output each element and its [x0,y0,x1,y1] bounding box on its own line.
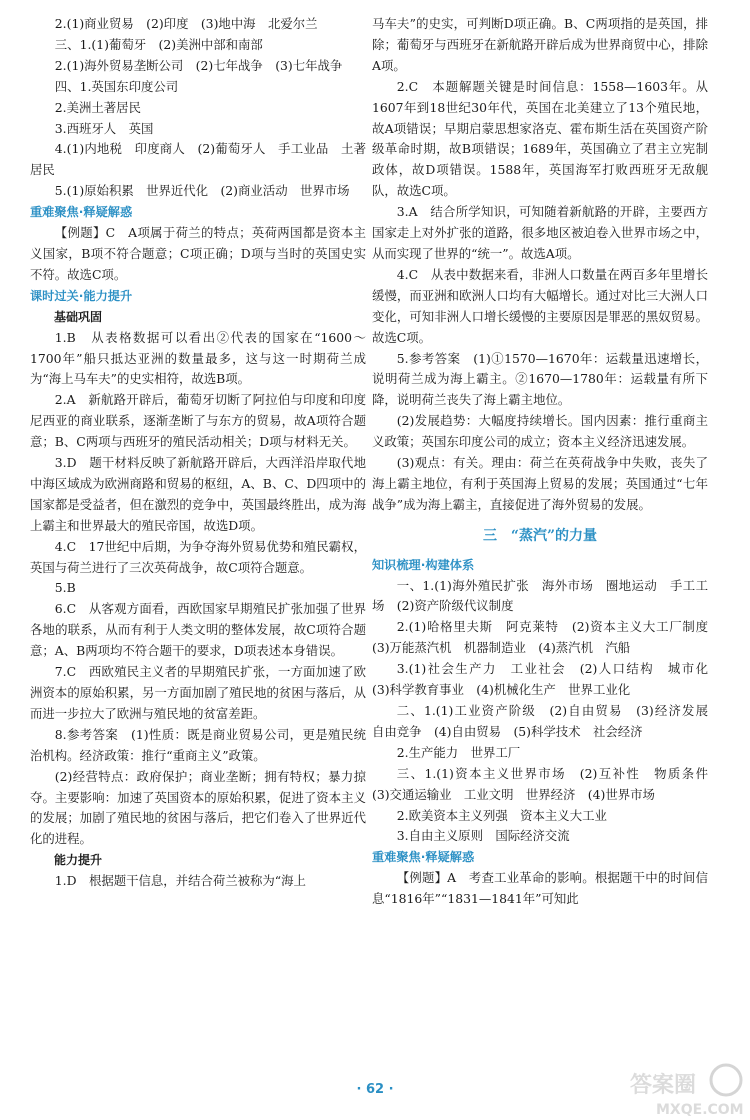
paragraph: 3.(1)社会生产力 工业社会 (2)人口结构 城市化 (3)科学教育事业 (4)机械化生产 世界工业化 [372,661,721,698]
paragraph: 3.A 结合所学知识，可知随着新航路的开辟，主要西方国家走上对外扩张的道路，很多地区被迫卷入世界市场之中，从而实现了世界的“统一”。故选A项。 [372,204,708,261]
paragraph: 3.D 题干材料反映了新航路开辟后，大西洋沿岸取代地中海区域成为欧洲商路和贸易的枢纽，A、B、C、D四项中的国家都是受益者，但在激烈的竞争中，英国最终胜出，成为海上霸主和世界最大的殖民帝国，故选D项。 [30,455,366,533]
paragraph: 1.D 根据题干信息，并结合荷兰被称为“海上 [54,873,306,889]
subsection-heading: 基础巩固 [54,309,103,324]
paragraph: 4.C 从表中数据来看，非洲人口数量在两百多年里增长缓慢，而亚洲和欧洲人口均有大幅增长。通过对比三大洲人口变化，可知非洲人口增长缓慢的主要原因是罪恶的黑奴贸易。故选C项。 [372,266,708,345]
paragraph: 3.西班牙人 英国 [54,120,154,136]
paragraph: 5.B [54,580,76,596]
paragraph: 2.(1)商业贸易 (2)印度 (3)地中海 北爱尔兰 [54,16,318,31]
paragraph: 4.C 17世纪中后期，为争夺海外贸易优势和殖民霸权，英国与荷兰进行了三次英荷战争，故C项符合题意。 [30,538,366,575]
section-heading: 知识梳理·构建体系 [372,557,475,572]
paragraph: 7.C 西欧殖民主义者的早期殖民扩张，一方面加速了欧洲资本的原始积累，另一方面加剧了殖民地的贫困与落后，从而进一步拉大了欧洲与殖民地的贫富差距。 [30,664,366,721]
paragraph: 四、1.英国东印度公司 [54,78,179,94]
left-column [30,14,366,892]
subsection-heading: 能力提升 [54,853,103,868]
svg-text:MXQE.COM: MXQE.COM [656,1102,744,1118]
svg-text:答案圈: 答案圈 [630,1073,697,1098]
section-heading: 课时过关·能力提升 [30,288,133,303]
paragraph: 2.美洲土著居民 [54,99,141,115]
paragraph: 二、1.(1)工业资产阶级 (2)自由贸易 (3)经济发展 自由竞争 (4)自由贸易 (5)科学技术 社会经济 [372,703,721,739]
paragraph: 2.(1)哈格里夫斯 阿克莱特 (2)资本主义大工厂制度 (3)万能蒸汽机 机器制造业 (4)蒸汽机 汽船 [372,619,721,656]
paragraph: 2.欧美资本主义列强 资本主义大工业 [396,807,607,823]
paragraph: 5.参考答案 (1)①1570—1670年：运载量迅速增长，说明荷兰成为海上霸主。②1670—1780年：运载量有所下降，说明荷兰丧失了海上霸主地位。 [372,350,708,408]
paragraph: 一、1.(1)海外殖民扩张 海外市场 圈地运动 手工工场 (2)资产阶级代议制度 [372,577,708,614]
paragraph: (2)发展趋势：大幅度持续增长。国内因素：推行重商主义政策；英国东印度公司的成立；资本主义经济迅速发展。 [372,413,708,450]
paragraph: 5.(1)原始积累 世界近代化 (2)商业活动 世界市场 [54,183,350,199]
paragraph: (2)经营特点：政府保护；商业垄断；拥有特权；暴力掠夺。主要影响：加速了英国资本的原始积累，促进了资本主义的发展；加剧了殖民地的贫困与落后，把它们卷入了世界近代化的进程。 [30,768,366,847]
paragraph: 1.B 从表格数据可以看出②代表的国家在“1600～1700年”船只抵达亚洲的数量最多，这与这一时期荷兰成为“海上马车夫”的史实相符，故选B项。 [30,329,366,387]
paragraph: 8.参考答案 (1)性质：既是商业贸易公司，更是殖民统治机构。经济政策：推行“重商主义”政策。 [30,726,366,763]
paragraph: 三、1.(1)资本主义世界市场 (2)互补性 物质条件 (3)交通运输业 工业文明 世界经济 (4)世界市场 [372,765,721,802]
paragraph: 【例题】A 考查工业革命的影响。根据题干中的时间信息“1816年”“1831—1841年”可知此 [372,870,708,907]
chapter-title: 三 “蒸汽”的力量 [482,527,598,544]
paragraph: 3.自由主义原则 国际经济交流 [396,828,570,844]
right-column [372,14,721,910]
paragraph: 4.(1)内地税 印度商人 (2)葡萄牙人 手工业品 土著居民 [30,141,366,178]
watermark-logo [626,1058,744,1118]
paragraph: 2.(1)海外贸易垄断公司 (2)七年战争 (3)七年战争 [54,57,343,73]
paragraph: (3)观点：有关。理由：荷兰在英荷战争中失败，丧失了海上霸主地位，有利于英国海上贸易的发展；英国通过“七年战争”成为海上霸主，直接促进了海外贸易的发展。 [372,455,708,512]
section-heading: 重难聚焦·释疑解惑 [372,850,475,865]
paragraph: 6.C 从客观方面看，西欧国家早期殖民扩张加强了世界各地的联系，从而有利于人类文明的整体发展，故C项符合题意；A、B两项均不符合题干的要求，D项表述本身错误。 [30,601,366,659]
paragraph: 马车夫”的史实，可判断D项正确。B、C两项指的是英国，排除；葡萄牙与西班牙在新航路开辟后成为世界商贸中心，排除A项。 [372,16,708,73]
paragraph: 2.C 本题解题关键是时间信息：1558—1603年。从1607年到18世纪30年代，英国在北美建立了13个殖民地，故A项错误；早期启蒙思想家洛克、霍布斯生活在英国资产阶级革命时期，故B项错误；1689年，英国确立了君主立宪制政体，故D项错误。1588年，英国海军打败西班牙无敌舰队，故选C项。 [372,78,708,199]
paragraph: 三、1.(1)葡萄牙 (2)美洲中部和南部 [54,36,263,52]
paragraph: 2.生产能力 世界工厂 [396,744,521,760]
paragraph: 2.A 新航路开辟后，葡萄牙切断了阿拉伯与印度和印度尼西亚的商业联系，逐渐垄断了与东方的贸易，故A项符合题意；B、C两项与西班牙的殖民活动相关；D项与材料无关。 [30,392,366,450]
paragraph: 【例题】C A项属于荷兰的特点；英荷两国都是资本主义国家，B项不符合题意；C项正确；D项与当时的英国史实不符。故选C项。 [30,225,366,282]
page-number: · 62 · [356,1082,394,1097]
section-heading: 重难聚焦·释疑解惑 [30,205,133,220]
